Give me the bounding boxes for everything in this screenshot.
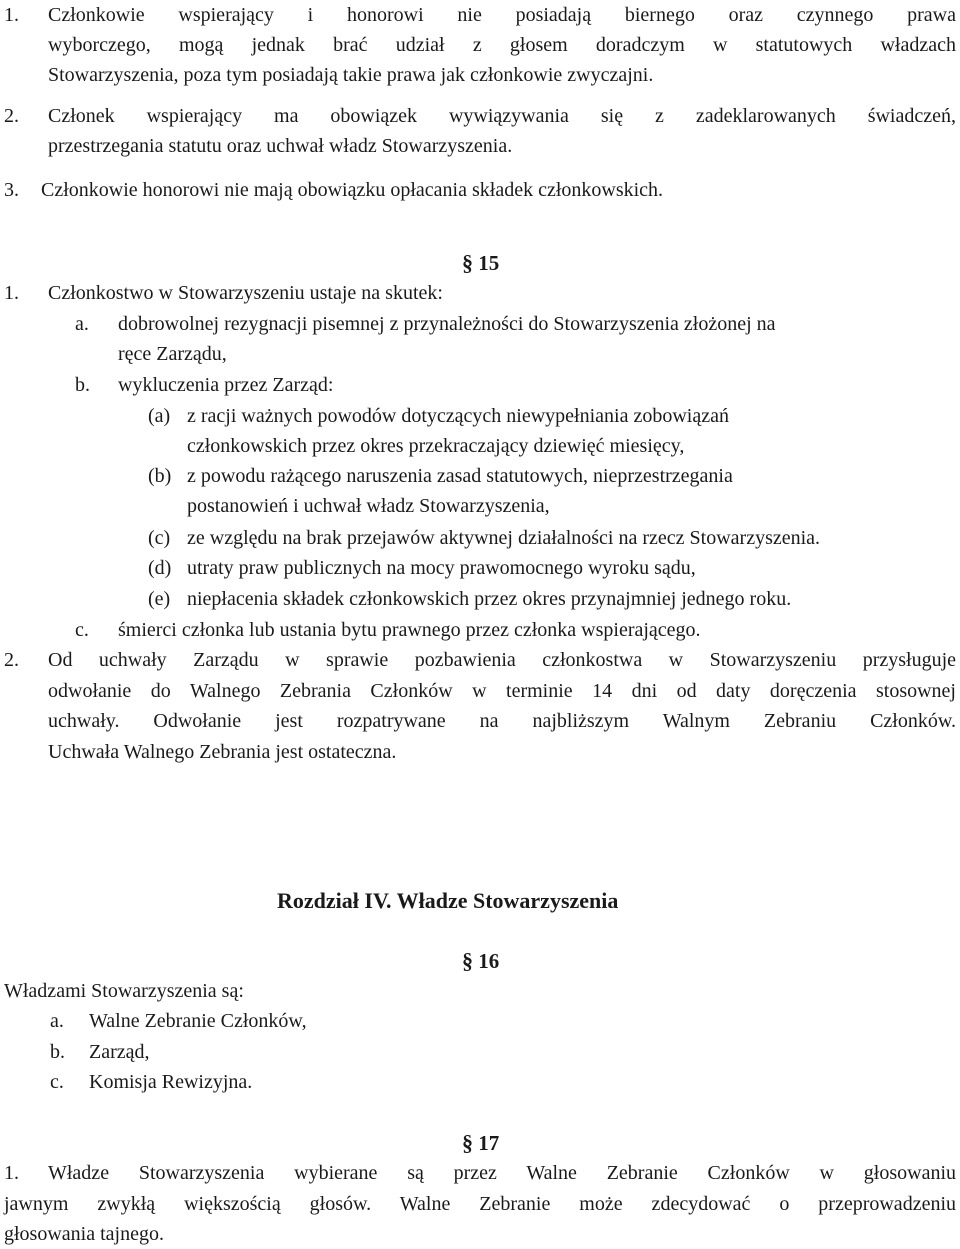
list-item-label: b. xyxy=(50,1041,65,1063)
item-number: 1. xyxy=(4,4,19,26)
chapter-title: Rozdział IV. Władze Stowarzyszenia xyxy=(277,888,619,913)
subitem-label: (d) xyxy=(148,557,172,579)
text-line: śmierci członka lub ustania bytu prawnego przez członka wspierającego. xyxy=(118,619,701,641)
text-line: z racji ważnych powodów dotyczących niewypełniania zobowiązań xyxy=(187,405,729,427)
item-label: a. xyxy=(75,313,89,335)
text-line: niepłacenia składek członkowskich przez okres przynajmniej jednego roku. xyxy=(187,588,792,610)
item-number: 2. xyxy=(4,105,19,127)
text-line: członkowskich przez okres przekraczający dziewięć miesięcy, xyxy=(187,435,685,457)
text-line: wyborczego, mogą jednak brać udział z głosem doradczym w statutowych władzach xyxy=(48,34,956,56)
section-number: 15 xyxy=(478,251,500,275)
paragraph-symbol: § xyxy=(462,250,473,275)
section-number: 16 xyxy=(478,949,500,973)
text-line: ręce Zarządu, xyxy=(118,343,227,365)
subitem-label: (b) xyxy=(148,465,172,487)
subitem-label: (e) xyxy=(148,588,171,610)
text-line: Od uchwały Zarządu w sprawie pozbawienia członkostwa w Stowarzyszeniu przysługuje xyxy=(48,649,956,671)
text-line: odwołanie do Walnego Zebrania Członków w terminie 14 dni od daty doręczenia stosownej xyxy=(48,680,956,702)
text-line: Członkowie honorowi nie mają obowiązku opłacania składek członkowskich. xyxy=(41,179,664,201)
text-line: Członkowie wspierający i honorowi nie posiadają biernego oraz czynnego prawa xyxy=(48,4,956,26)
item-number: 1. xyxy=(4,282,19,304)
item-number: 2. xyxy=(4,649,19,671)
item-label: b. xyxy=(75,374,90,396)
text-line: uchwały. Odwołanie jest rozpatrywane na najbliższym Walnym Zebraniu Członków. xyxy=(48,710,956,732)
list-item-label: c. xyxy=(50,1071,64,1093)
list-intro: Władzami Stowarzyszenia są: xyxy=(4,980,244,1002)
text-line: Uchwała Walnego Zebrania jest ostateczna. xyxy=(48,741,397,763)
section-heading-17 xyxy=(462,1128,499,1158)
list-item: Komisja Rewizyjna. xyxy=(89,1071,253,1093)
subitem-label: (a) xyxy=(148,405,171,427)
item-number: 3. xyxy=(4,179,19,201)
text-line: przestrzegania statutu oraz uchwał władz Stowarzyszenia. xyxy=(48,135,513,157)
section-heading-15 xyxy=(462,248,499,278)
item-label: c. xyxy=(75,619,89,641)
list-item-label: a. xyxy=(50,1010,64,1032)
subitem-label: (c) xyxy=(148,527,171,549)
text-line: ze względu na brak przejawów aktywnej działalności na rzecz Stowarzyszenia. xyxy=(187,527,821,549)
text-line: jawnym zwykłą większością głosów. Walne Zebranie może zdecydować o przeprowadzeniu xyxy=(4,1193,956,1215)
text-line: Członek wspierający ma obowiązek wywiązywania się z zadeklarowanych świadczeń, xyxy=(48,105,956,127)
text-line: Członkostwo w Stowarzyszeniu ustaje na skutek: xyxy=(48,282,443,304)
text-line: Stowarzyszenia, poza tym posiadają takie prawa jak członkowie zwyczajni. xyxy=(48,64,654,86)
paragraph-symbol: § xyxy=(462,948,473,973)
text-line: z powodu rażącego naruszenia zasad statutowych, nieprzestrzegania xyxy=(187,465,733,487)
list-item: Zarząd, xyxy=(89,1041,150,1063)
text-line: wykluczenia przez Zarząd: xyxy=(118,374,334,396)
section-heading-16 xyxy=(462,946,499,976)
text-line: głosowania tajnego. xyxy=(4,1223,164,1245)
item-number: 1. xyxy=(4,1162,19,1184)
text-line: Władze Stowarzyszenia wybierane są przez Walne Zebranie Członków w głosowaniu xyxy=(48,1162,956,1184)
text-line: dobrowolnej rezygnacji pisemnej z przynależności do Stowarzyszenia złożonej na xyxy=(118,313,776,335)
text-line: postanowień i uchwał władz Stowarzyszenia, xyxy=(187,495,550,517)
list-item: Walne Zebranie Członków, xyxy=(89,1010,307,1032)
section-number: 17 xyxy=(478,1131,500,1155)
paragraph-symbol: § xyxy=(462,1130,473,1155)
text-line: utraty praw publicznych na mocy prawomocnego wyroku sądu, xyxy=(187,557,696,579)
